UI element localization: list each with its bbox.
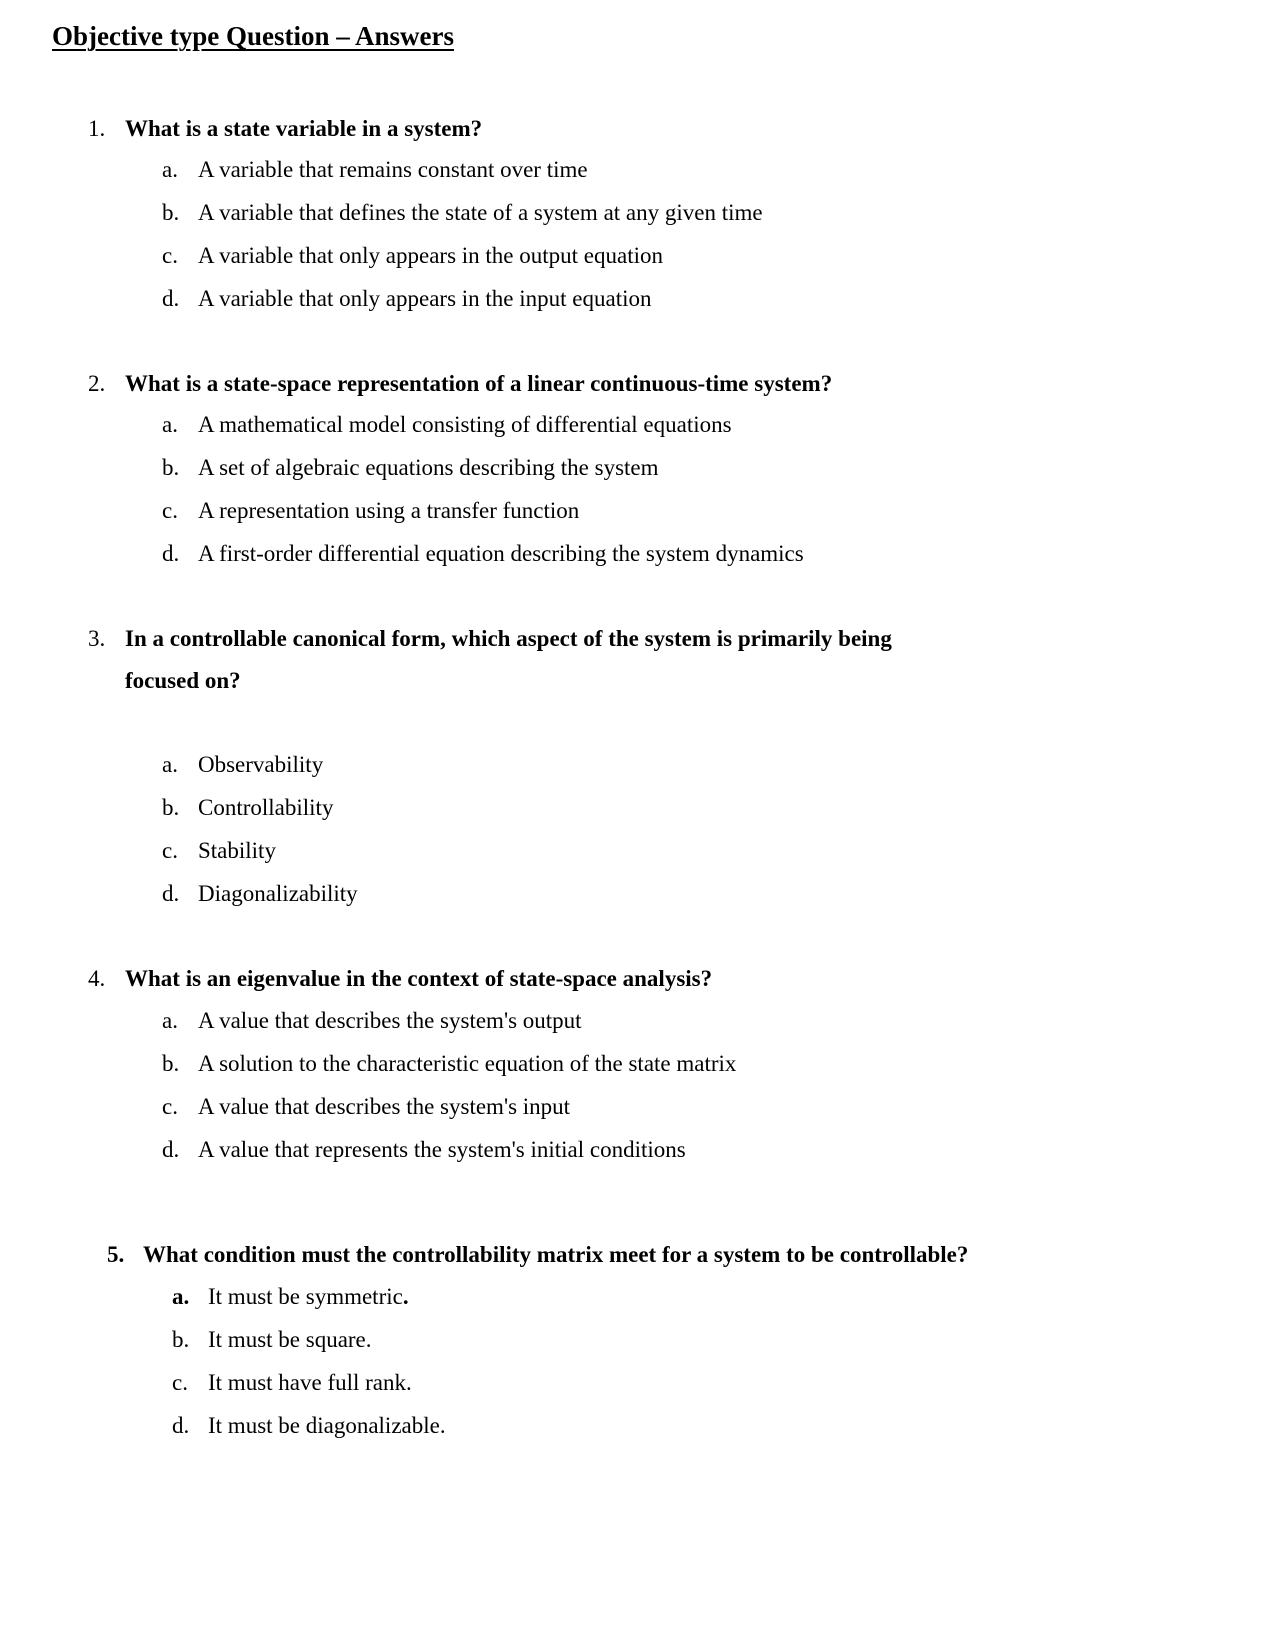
option-text: Observability [198, 752, 324, 777]
option-c [0, 829, 1275, 872]
option-letter: c. [162, 498, 178, 523]
options-list-5 [0, 1275, 1275, 1447]
options-list-4 [0, 999, 1275, 1171]
option-letter: c. [162, 1094, 178, 1119]
option-a [0, 1275, 1275, 1318]
option-d [0, 532, 1275, 575]
options-list-3 [0, 743, 1275, 915]
question-number: 1. [88, 116, 106, 141]
option-text-body: It must be symmetric [208, 1284, 403, 1309]
option-d [0, 1404, 1275, 1447]
option-letter: c. [162, 838, 178, 863]
option-d [0, 277, 1275, 320]
option-text: A value that represents the system's initial conditions [198, 1137, 686, 1162]
question-number: 3. [88, 626, 106, 651]
question-text: What is an eigenvalue in the context of state-space analysis? [125, 966, 713, 991]
option-letter: a. [162, 1008, 178, 1033]
option-b [0, 1042, 1275, 1085]
option-a [0, 148, 1275, 191]
option-text: A mathematical model consisting of differential equations [198, 412, 732, 437]
option-text: A variable that only appears in the output equation [198, 243, 663, 268]
question-text-line-2: focused on? [125, 668, 241, 693]
option-text: A solution to the characteristic equation of the state matrix [198, 1051, 737, 1076]
option-text: It must be diagonalizable. [208, 1413, 446, 1438]
option-text [208, 1275, 409, 1318]
question-text: What condition must the controllability matrix meet for a system to be controllable? [143, 1242, 969, 1267]
option-letter: b. [162, 795, 180, 820]
option-letter: a. [162, 752, 178, 777]
option-text: A value that describes the system's output [198, 1008, 582, 1033]
option-letter: b. [162, 200, 180, 225]
question-text-line-1: In a controllable canonical form, which aspect of the system is primarily being [125, 626, 892, 651]
option-b [0, 446, 1275, 489]
option-c [0, 234, 1275, 277]
option-letter: d. [162, 1137, 180, 1162]
option-a [0, 743, 1275, 786]
option-d [0, 872, 1275, 915]
question-number: 5. [107, 1242, 125, 1267]
option-letter: b. [172, 1327, 190, 1352]
option-c [0, 1361, 1275, 1404]
option-b [0, 1318, 1275, 1361]
options-list-2 [0, 403, 1275, 575]
question-number: 2. [88, 371, 106, 396]
option-text: Stability [198, 838, 276, 863]
option-letter: d. [162, 541, 180, 566]
option-text: A first-order differential equation describing the system dynamics [198, 541, 804, 566]
option-letter: c. [162, 243, 178, 268]
option-b [0, 786, 1275, 829]
option-b [0, 191, 1275, 234]
option-text: A variable that remains constant over time [198, 157, 588, 182]
option-d [0, 1128, 1275, 1171]
option-text: A variable that only appears in the input equation [198, 286, 652, 311]
option-letter: c. [172, 1370, 188, 1395]
option-c [0, 1085, 1275, 1128]
option-a [0, 999, 1275, 1042]
question-text: What is a state variable in a system? [125, 116, 483, 141]
option-letter: b. [162, 1051, 180, 1076]
option-text: A variable that defines the state of a system at any given time [198, 200, 763, 225]
option-letter: a. [172, 1284, 190, 1309]
option-text: A set of algebraic equations describing the system [198, 455, 659, 480]
options-list-1 [0, 148, 1275, 320]
option-text: Controllability [198, 795, 334, 820]
option-a [0, 403, 1275, 446]
option-text: It must have full rank. [208, 1370, 412, 1395]
option-c [0, 489, 1275, 532]
option-text: Diagonalizability [198, 881, 358, 906]
option-letter: b. [162, 455, 180, 480]
option-letter: d. [162, 881, 180, 906]
option-letter: a. [162, 157, 178, 182]
option-text: A value that describes the system's input [198, 1094, 571, 1119]
option-text: It must be square. [208, 1327, 372, 1352]
option-letter: a. [162, 412, 178, 437]
option-text: A representation using a transfer function [198, 498, 580, 523]
question-number: 4. [88, 966, 106, 991]
question-text: What is a state-space representation of a linear continuous-time system? [125, 371, 833, 396]
document-title: Objective type Question – Answers [52, 21, 454, 51]
option-text-period: . [402, 1284, 409, 1309]
option-letter: d. [172, 1413, 190, 1438]
option-letter: d. [162, 286, 180, 311]
